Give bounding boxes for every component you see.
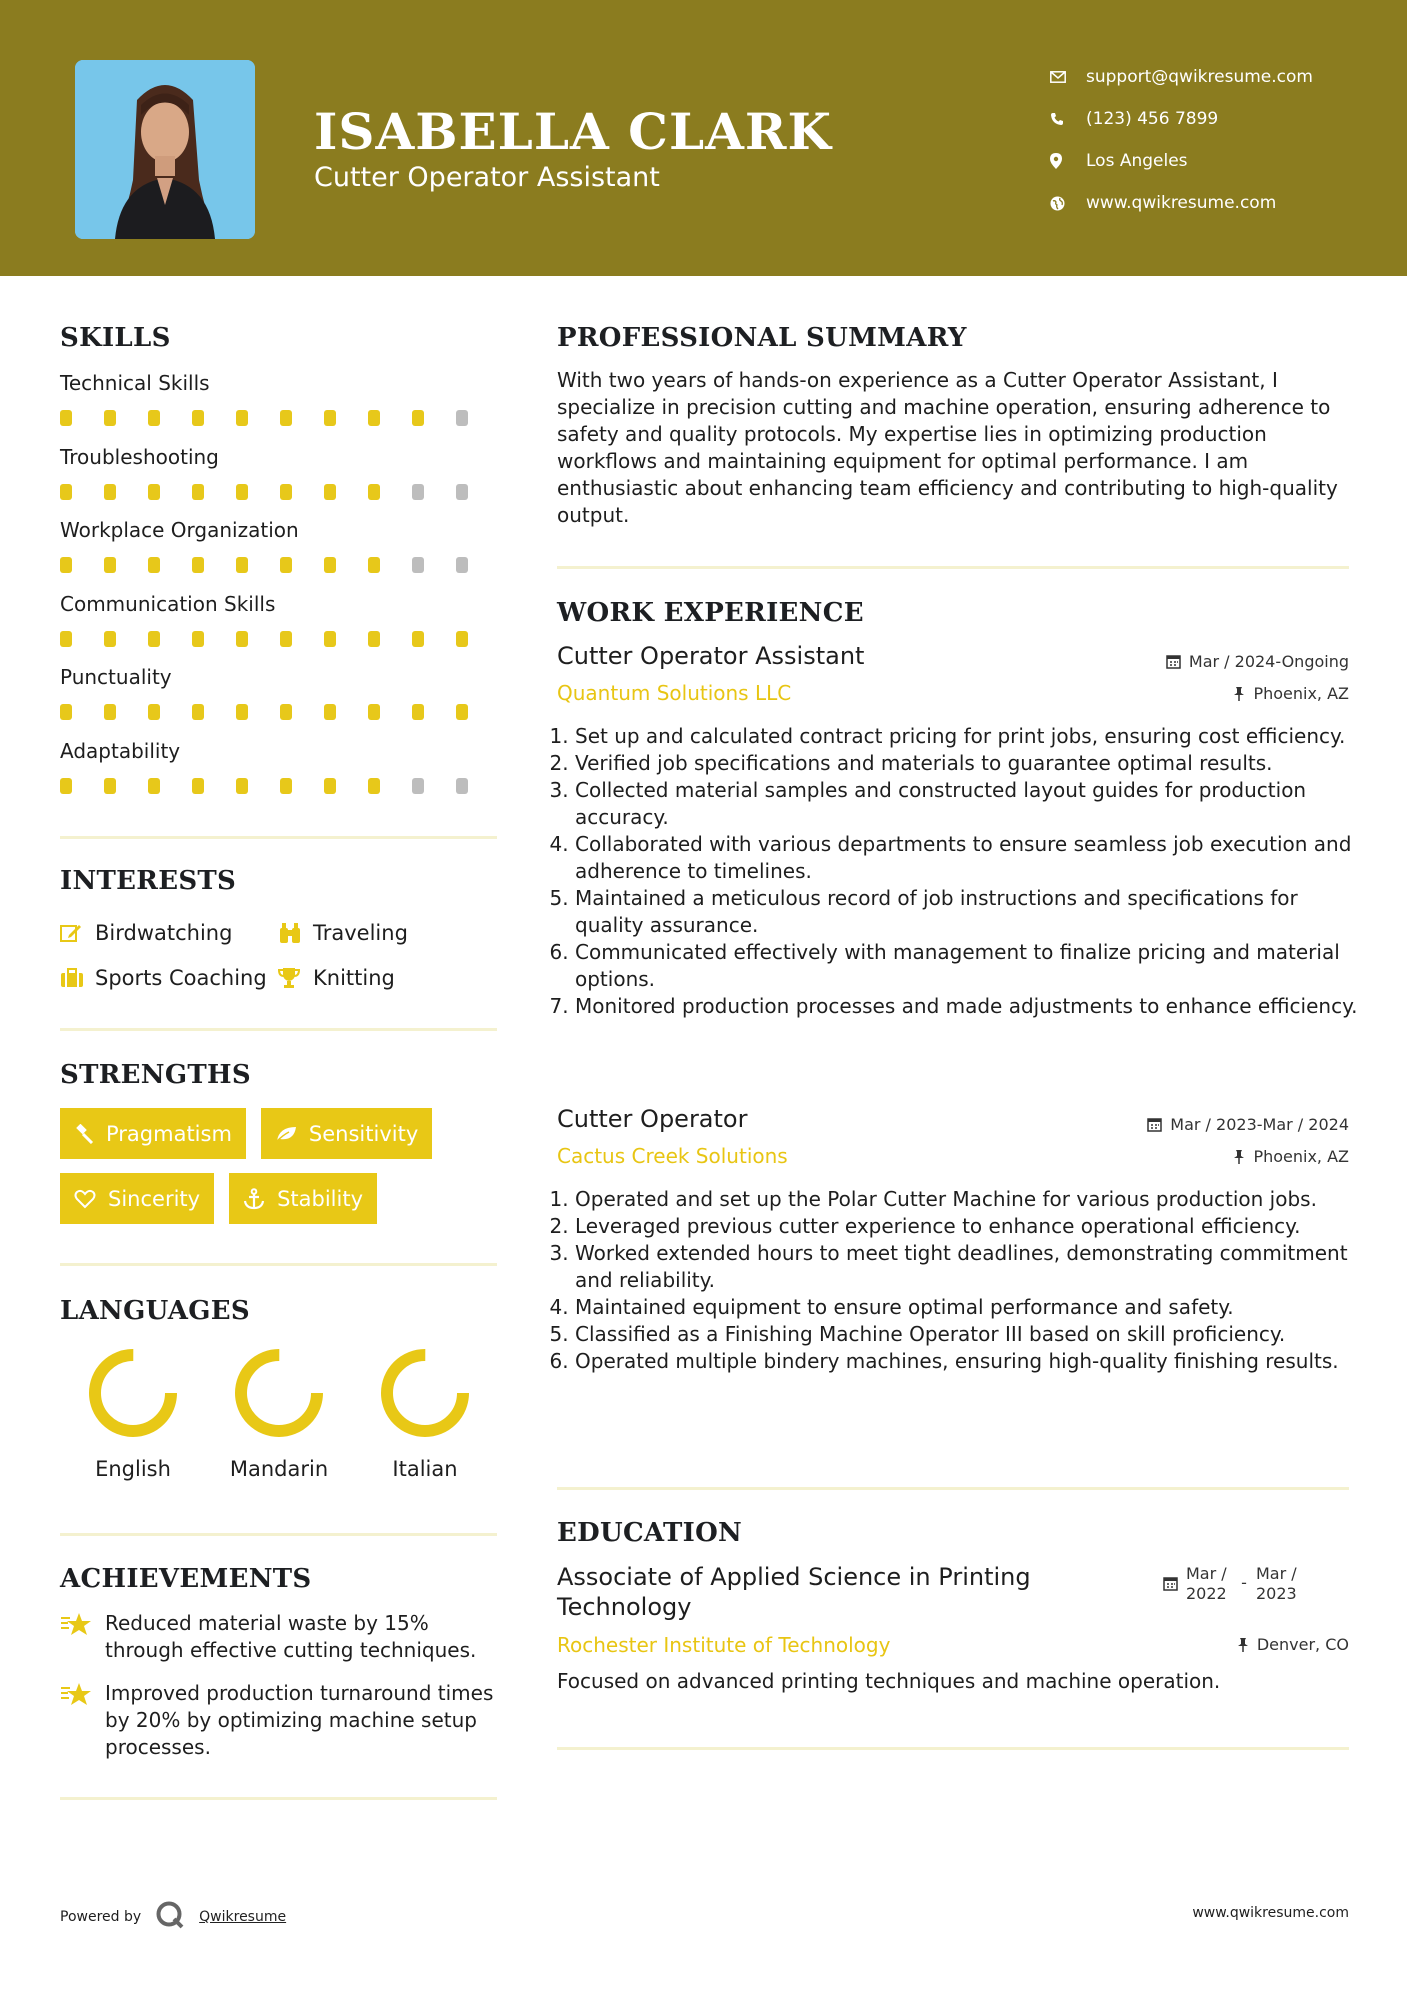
interest-item: Sports Coaching: [60, 966, 278, 990]
footer-powered: [60, 1900, 286, 1934]
resume-header: [0, 0, 1407, 276]
skill-row: [60, 589, 500, 663]
candidate-name: ISABELLA CLARK: [314, 102, 832, 161]
rating-dot: [192, 778, 204, 794]
skill-name: Technical Skills: [60, 371, 210, 395]
rating-dot: [412, 631, 424, 647]
rating-dot: [192, 410, 204, 426]
phone-icon: [1050, 112, 1086, 126]
skill-rating: [60, 484, 500, 500]
skill-rating: [60, 631, 500, 647]
rating-dot: [148, 631, 160, 647]
school-name: Rochester Institute of Technology: [557, 1633, 891, 1657]
education-end: Mar / 2023: [1256, 1564, 1297, 1603]
rating-dot: [104, 557, 116, 573]
interests-list: [60, 910, 500, 1000]
rating-dot: [60, 778, 72, 794]
rating-dot: [368, 484, 380, 500]
divider: [60, 1028, 497, 1031]
rating-dot: [236, 778, 248, 794]
language-item: [206, 1347, 352, 1481]
skill-name: Punctuality: [60, 665, 172, 689]
leaf-icon: [275, 1125, 297, 1143]
degree-title: Associate of Applied Science in Printing Technology: [557, 1563, 1031, 1621]
skill-row: [60, 368, 500, 442]
duty-item: 5. Maintained a meticulous record of job instructions and specifications for quality assurance.: [575, 885, 1370, 939]
contact-location-text: Los Angeles: [1086, 151, 1188, 171]
trophy-icon: [278, 967, 313, 989]
rating-dot: [456, 778, 468, 794]
anchor-icon: [243, 1188, 265, 1210]
skill-row: [60, 736, 500, 810]
achievements-list: [60, 1610, 510, 1777]
divider: [60, 1263, 497, 1266]
profile-photo: [75, 60, 255, 239]
rating-dot: [412, 410, 424, 426]
education-dates: [1163, 1564, 1302, 1604]
contact-list: [1050, 56, 1390, 224]
binoculars-icon: [278, 922, 313, 944]
divider: [557, 1487, 1349, 1490]
summary-title: PROFESSIONAL SUMMARY: [557, 323, 967, 353]
language-level-ring: [87, 1347, 179, 1439]
rating-dot: [324, 557, 336, 573]
job-title: Cutter Operator Assistant: [557, 642, 865, 670]
skill-rating: [60, 778, 500, 794]
divider: [60, 1797, 497, 1800]
divider: [557, 566, 1349, 569]
rating-dot: [368, 631, 380, 647]
rating-dot: [192, 557, 204, 573]
strengths-title: STRENGTHS: [60, 1060, 251, 1090]
rating-dot: [368, 778, 380, 794]
rating-dot: [104, 631, 116, 647]
calendar-icon: [1163, 1564, 1178, 1604]
rating-dot: [60, 631, 72, 647]
duty-item: 6. Operated multiple bindery machines, ensuring high-quality finishing results.: [575, 1348, 1370, 1375]
duty-item: 1. Set up and calculated contract pricing for print jobs, ensuring cost efficiency.: [575, 723, 1370, 750]
star-icon: [60, 1680, 105, 1761]
candidate-role: Cutter Operator Assistant: [314, 162, 660, 193]
rating-dot: [280, 704, 292, 720]
contact-email[interactable]: [1050, 56, 1390, 98]
pushpin-icon: [1233, 686, 1245, 701]
education-location: Denver, CO: [1237, 1635, 1349, 1654]
strength-tag: Sincerity: [60, 1173, 214, 1224]
skill-row: [60, 662, 500, 736]
date-separator: -: [1241, 1573, 1247, 1592]
rating-dot: [368, 557, 380, 573]
interests-title: INTERESTS: [60, 866, 237, 896]
star-icon: [60, 1610, 105, 1664]
rating-dot: [324, 778, 336, 794]
rating-dot: [236, 484, 248, 500]
language-name: English: [95, 1457, 171, 1481]
rating-dot: [148, 778, 160, 794]
rating-dot: [412, 484, 424, 500]
job-location: Phoenix, AZ: [1233, 684, 1349, 703]
rating-dot: [104, 410, 116, 426]
rating-dot: [236, 557, 248, 573]
rating-dot: [280, 778, 292, 794]
strength-tag: Stability: [229, 1173, 377, 1224]
duty-item: 2. Leveraged previous cutter experience to enhance operational efficiency.: [575, 1213, 1370, 1240]
rating-dot: [104, 704, 116, 720]
edit-icon: [60, 923, 95, 943]
language-name: Italian: [392, 1457, 458, 1481]
rating-dot: [280, 631, 292, 647]
summary-text: With two years of hands-on experience as a Cutter Operator Assistant, I specialize in precision cutting and machine operation, ensuring adherence to safety and quality protocols. My expertise lies in optimizing production workflows and maintaining equipment for optimal performance. I am enthusiastic about enhancing team efficiency and contributing to high-quality output.: [557, 368, 1338, 527]
rating-dot: [456, 557, 468, 573]
skills-title: SKILLS: [60, 323, 171, 353]
rating-dot: [104, 484, 116, 500]
contact-phone-text: (123) 456 7899: [1086, 109, 1219, 129]
person-portrait: [75, 60, 255, 239]
company-name: Quantum Solutions LLC: [557, 681, 792, 705]
briefcase-icon: [60, 968, 95, 988]
language-item: [60, 1347, 206, 1481]
rating-dot: [148, 704, 160, 720]
duty-item: 4. Collaborated with various departments to ensure seamless job execution and adherence to timelines.: [575, 831, 1370, 885]
skill-row: [60, 442, 500, 516]
education-title: EDUCATION: [557, 1518, 743, 1548]
duty-item: 3. Worked extended hours to meet tight deadlines, demonstrating commitment and reliability.: [575, 1240, 1370, 1294]
achievement-item: Improved production turnaround times by 20% by optimizing machine setup processes.: [60, 1680, 510, 1761]
skill-name: Troubleshooting: [60, 444, 219, 469]
language-level-arc: [241, 1355, 317, 1431]
rating-dot: [280, 557, 292, 573]
gavel-icon: [74, 1124, 94, 1144]
duty-item: 4. Maintained equipment to ensure optimal performance and safety.: [575, 1294, 1370, 1321]
contact-phone[interactable]: [1050, 98, 1390, 140]
job-duties: [557, 1186, 1370, 1375]
globe-icon: [1050, 196, 1086, 211]
powered-by-label: Powered by: [60, 1909, 142, 1925]
rating-dot: [324, 704, 336, 720]
job-dates: Mar / 2023-Mar / 2024: [1147, 1115, 1349, 1134]
duty-item: 7. Monitored production processes and made adjustments to enhance efficiency.: [575, 993, 1370, 1020]
rating-dot: [280, 484, 292, 500]
rating-dot: [148, 410, 160, 426]
job-dates: Mar / 2024-Ongoing: [1166, 652, 1349, 671]
rating-dot: [60, 557, 72, 573]
map-pin-icon: [1050, 153, 1086, 169]
rating-dot: [412, 704, 424, 720]
skill-rating: [60, 704, 500, 720]
duty-item: 5. Classified as a Finishing Machine Operator III based on skill proficiency.: [575, 1321, 1370, 1348]
qwikresume-logo-icon: [155, 1900, 185, 1934]
contact-location: [1050, 140, 1390, 182]
rating-dot: [104, 778, 116, 794]
rating-dot: [192, 704, 204, 720]
skill-rating: [60, 410, 500, 426]
rating-dot: [368, 704, 380, 720]
skill-row: [60, 515, 500, 589]
rating-dot: [456, 484, 468, 500]
language-item: [352, 1347, 498, 1481]
envelope-icon: [1050, 71, 1086, 83]
rating-dot: [60, 484, 72, 500]
achievements-title: ACHIEVEMENTS: [60, 1564, 312, 1594]
strengths-list: [60, 1108, 500, 1238]
rating-dot: [456, 704, 468, 720]
language-name: Mandarin: [229, 1457, 329, 1481]
duty-item: 3. Collected material samples and constructed layout guides for production accuracy.: [575, 777, 1370, 831]
rating-dot: [192, 484, 204, 500]
qwikresume-link[interactable]: Qwikresume: [199, 1909, 287, 1925]
strength-tag: Sensitivity: [261, 1108, 432, 1159]
rating-dot: [368, 410, 380, 426]
job-duties: [557, 723, 1370, 1020]
job-location: Phoenix, AZ: [1233, 1147, 1349, 1166]
interest-item: Birdwatching: [60, 921, 278, 945]
language-level-ring: [379, 1347, 471, 1439]
interest-item: Traveling: [278, 921, 408, 945]
education-description: Focused on advanced printing techniques and machine operation.: [557, 1669, 1221, 1693]
achievement-item: Reduced material waste by 15% through effective cutting techniques.: [60, 1610, 510, 1664]
language-level-arc: [95, 1355, 171, 1431]
rating-dot: [324, 484, 336, 500]
language-level-ring: [233, 1347, 325, 1439]
pushpin-icon: [1233, 1149, 1245, 1164]
skill-name: Adaptability: [60, 738, 181, 763]
rating-dot: [324, 410, 336, 426]
rating-dot: [236, 631, 248, 647]
skill-rating: [60, 557, 500, 573]
education-start: Mar / 2022: [1186, 1564, 1227, 1603]
divider: [557, 1747, 1349, 1750]
rating-dot: [456, 410, 468, 426]
rating-dot: [236, 410, 248, 426]
experience-title: WORK EXPERIENCE: [557, 598, 864, 628]
contact-website[interactable]: [1050, 182, 1390, 224]
rating-dot: [412, 778, 424, 794]
skill-name: Workplace Organization: [60, 518, 299, 542]
rating-dot: [60, 704, 72, 720]
duty-item: 1. Operated and set up the Polar Cutter Machine for various production jobs.: [575, 1186, 1370, 1213]
rating-dot: [148, 557, 160, 573]
rating-dot: [236, 704, 248, 720]
language-level-arc: [387, 1355, 463, 1431]
rating-dot: [60, 410, 72, 426]
rating-dot: [324, 631, 336, 647]
languages-title: LANGUAGES: [60, 1296, 250, 1326]
skills-list: [60, 368, 500, 809]
calendar-icon: [1147, 1117, 1162, 1132]
rating-dot: [280, 410, 292, 426]
contact-email-text: support@qwikresume.com: [1086, 67, 1313, 87]
rating-dot: [192, 631, 204, 647]
divider: [60, 836, 497, 839]
languages-list: [60, 1347, 500, 1481]
calendar-icon: [1166, 654, 1181, 669]
duty-item: 6. Communicated effectively with management to finalize pricing and material options.: [575, 939, 1370, 993]
divider: [60, 1533, 497, 1536]
rating-dot: [412, 557, 424, 573]
pushpin-icon: [1237, 1637, 1249, 1652]
heart-icon: [74, 1189, 96, 1209]
skill-name: Communication Skills: [60, 591, 276, 616]
contact-website-text: www.qwikresume.com: [1086, 193, 1277, 213]
footer-website[interactable]: www.qwikresume.com: [1192, 1905, 1349, 1921]
strength-tag: Pragmatism: [60, 1108, 246, 1159]
interest-item: Knitting: [278, 966, 395, 990]
job-title: Cutter Operator: [557, 1105, 748, 1133]
company-name: Cactus Creek Solutions: [557, 1144, 788, 1168]
rating-dot: [456, 631, 468, 647]
duty-item: 2. Verified job specifications and materials to guarantee optimal results.: [575, 750, 1370, 777]
rating-dot: [148, 484, 160, 500]
